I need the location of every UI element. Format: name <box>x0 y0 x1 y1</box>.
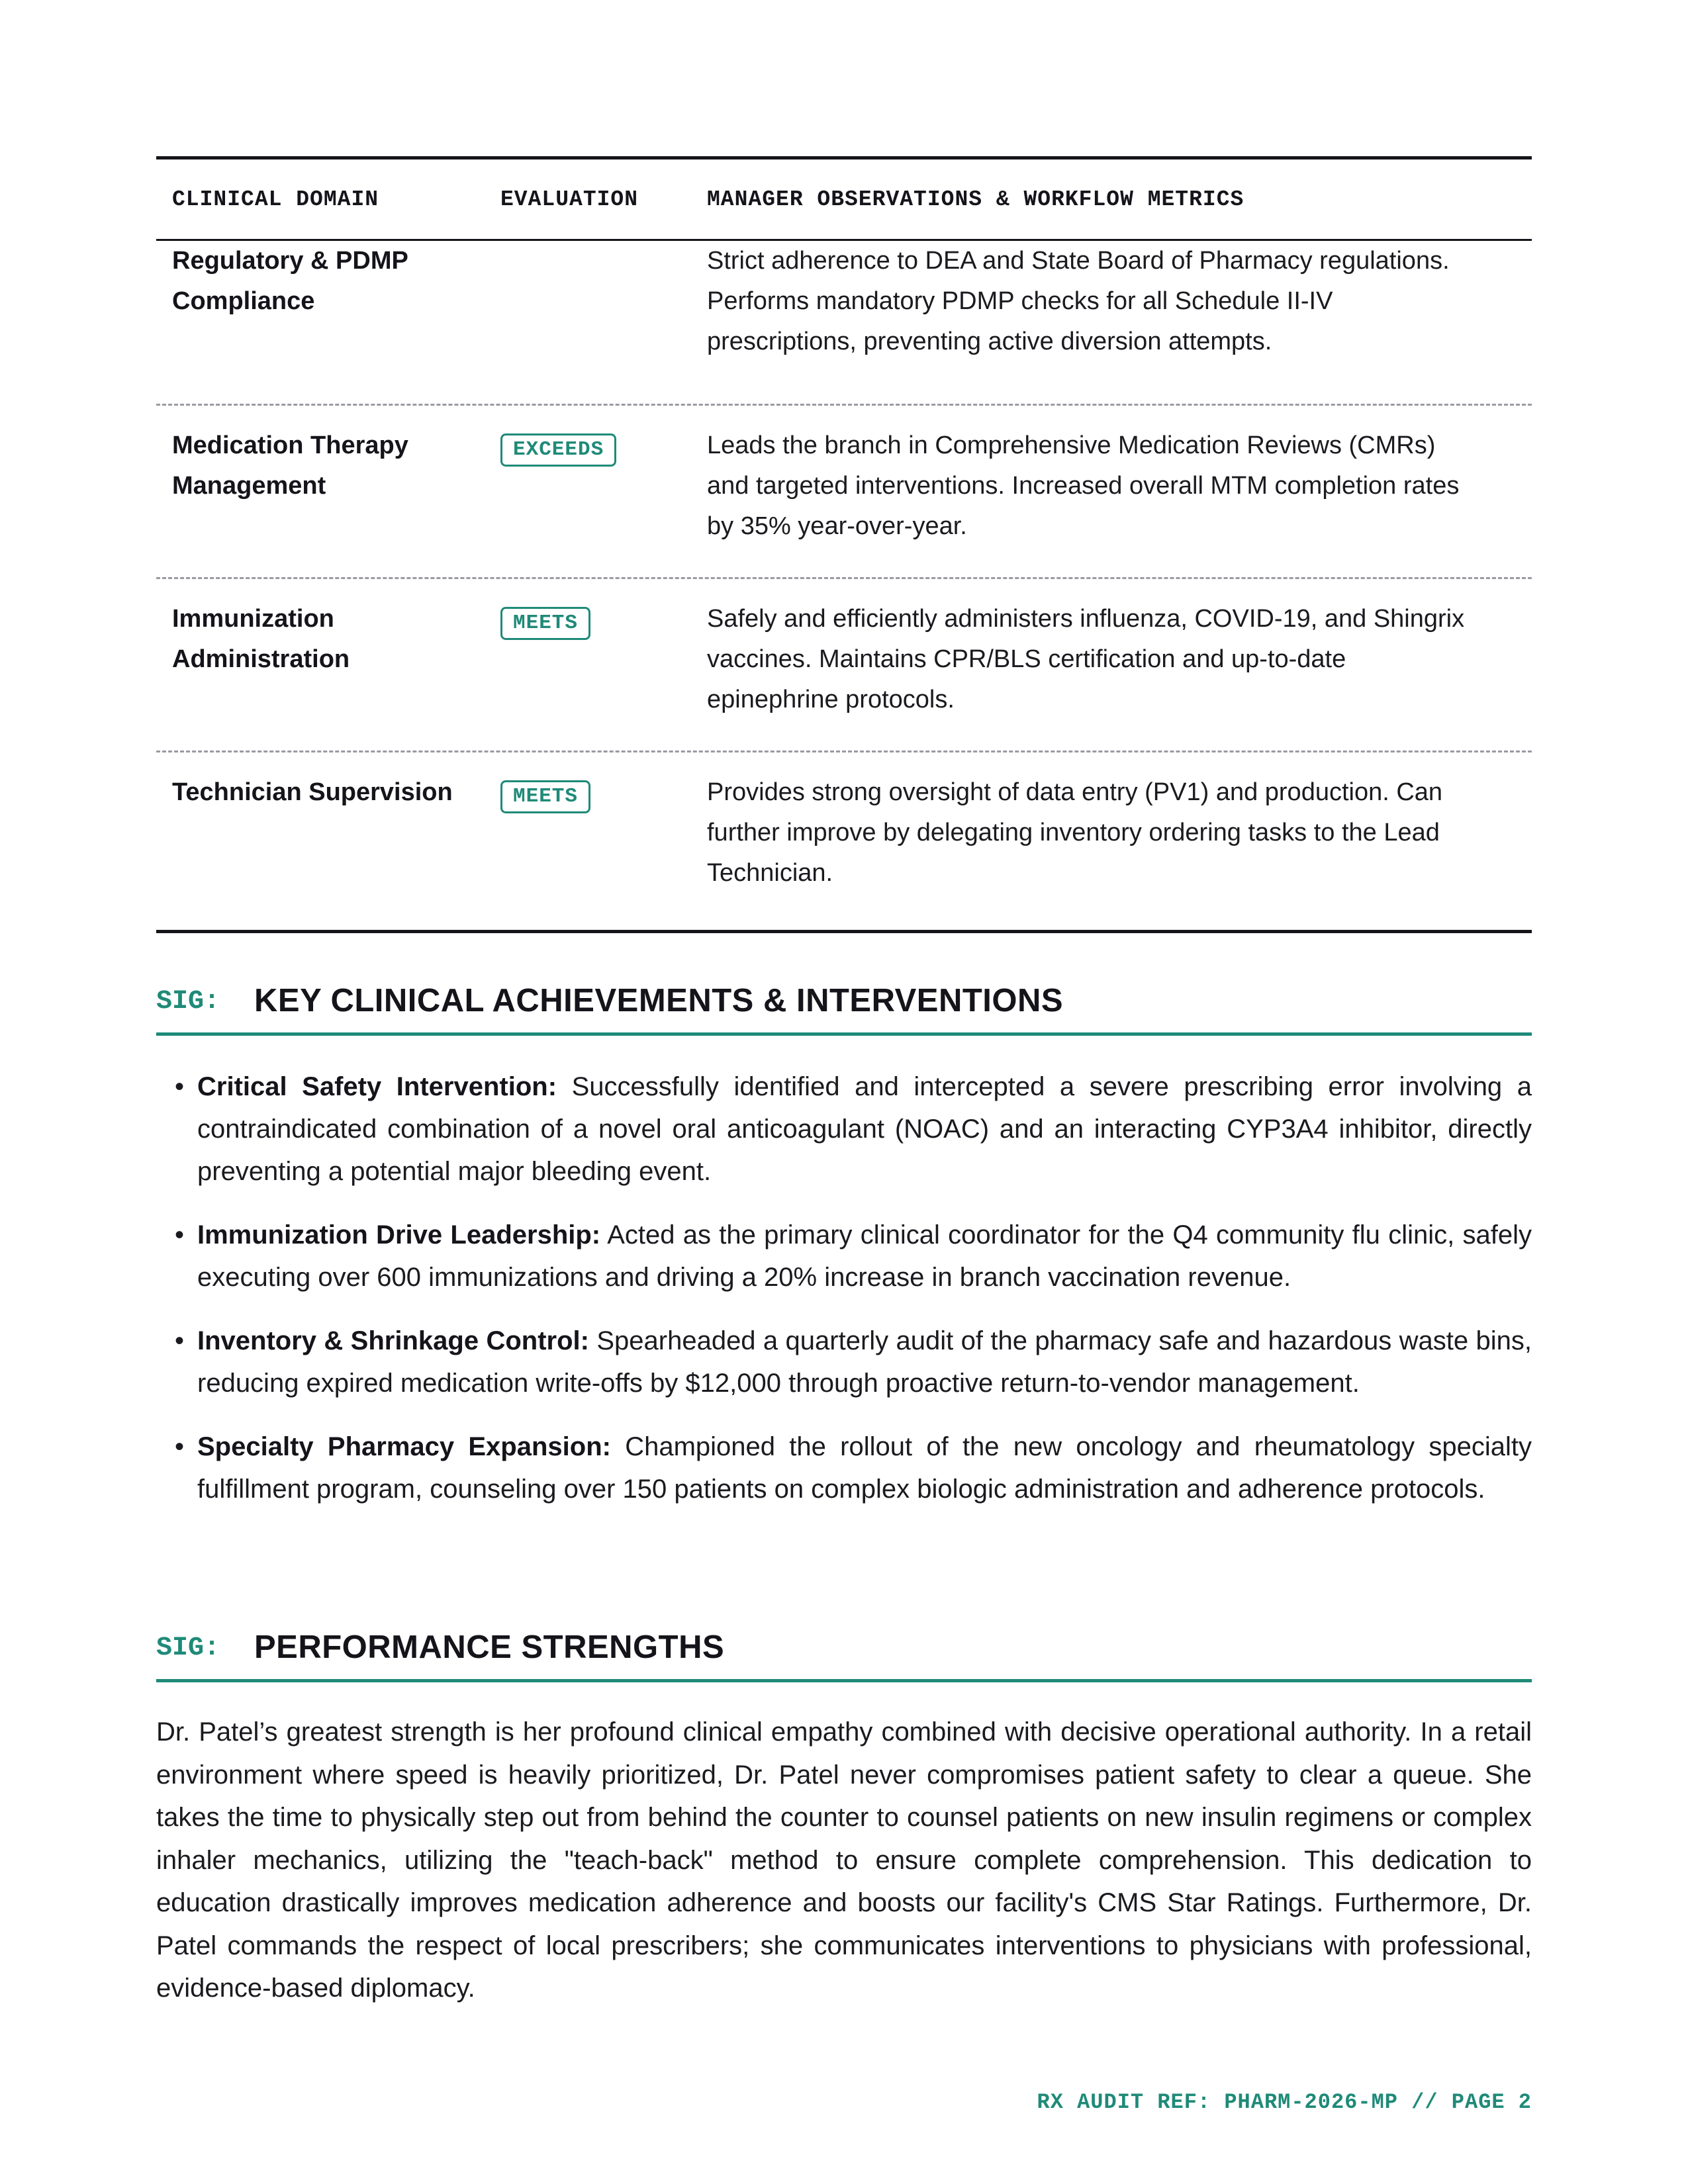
observation-line: vaccines. Maintains CPR/BLS certification and up-to-date <box>707 645 1346 673</box>
observation-line: Performs mandatory PDMP checks for all Schedule II-IV <box>707 287 1333 315</box>
domain-line: Technician Supervision <box>172 778 453 806</box>
achievement-title: Critical Safety Intervention: <box>197 1072 557 1101</box>
achievements-section-header <box>156 976 1532 1036</box>
domain-line: Management <box>172 472 326 500</box>
evaluation-cell <box>500 599 707 751</box>
evaluation-cell <box>500 772 707 930</box>
domain-line: Medication Therapy <box>172 432 408 459</box>
strengths-paragraph: Dr. Patel’s greatest strength is her profound clinical empathy combined with decisive operational authority. In a retail environment where speed is heavily prioritized, Dr. Patel never compromises patient safety to clear a queue. She takes the time to physically step out from behind the counter to counsel patients on new insulin regimens or complex inhaler mechanics, utilizing the "teach-back" method to ensure complete comprehension. This dedication to education drastically improves medication adherence and boosts our facility's CMS Star Ratings. Furthermore, Dr. Patel commands the respect of local prescribers; she communicates interventions to physicians with professional, evidence-based diplomacy. <box>156 1717 1532 2003</box>
observation-line: by 35% year-over-year. <box>707 512 967 540</box>
observation-cell <box>707 772 1532 930</box>
bullet-marker: • <box>175 1220 185 1250</box>
strengths-section-header <box>156 1623 1532 1682</box>
table-row <box>156 406 1532 579</box>
observation-cell <box>707 241 1532 404</box>
achievement-text: Acted as the primary clinical coordinator for the Q4 community flu clinic, safely executing over 600 immunizations and driving a 20% increase in branch vaccination revenue. <box>197 1220 1532 1292</box>
rating-badge-meets: MEETS <box>500 780 590 813</box>
domain-cell <box>156 772 500 930</box>
achievement-text: Championed the rollout of the new oncology and rheumatology specialty fulfillment program, counseling over 150 patients on complex biologic administration and adherence protocols. <box>197 1432 1532 1504</box>
domain-line: Regulatory & PDMP <box>172 247 408 275</box>
achievements-list <box>175 1066 1532 1531</box>
header-observations: MANAGER OBSERVATIONS & WORKFLOW METRICS <box>707 187 1244 212</box>
observation-line: further improve by delegating inventory ordering tasks to the Lead <box>707 819 1440 846</box>
observation-line: epinephrine protocols. <box>707 686 955 713</box>
list-item <box>175 1214 1532 1298</box>
header-evaluation: EVALUATION <box>500 187 639 212</box>
list-item <box>175 1426 1532 1510</box>
domain-cell <box>156 241 500 404</box>
evaluation-table <box>156 156 1532 933</box>
sig-label: SIG: <box>156 987 220 1017</box>
observation-cell <box>707 426 1532 577</box>
bullet-marker: • <box>175 1072 185 1101</box>
page-footer-reference: RX AUDIT REF: PHARM-2026-MP // PAGE 2 <box>1037 2090 1532 2115</box>
table-row <box>156 241 1532 406</box>
header-clinical-domain: CLINICAL DOMAIN <box>172 187 379 212</box>
observation-line: prescriptions, preventing active diversion attempts. <box>707 328 1272 355</box>
observation-line: Strict adherence to DEA and State Board of Pharmacy regulations. <box>707 247 1450 275</box>
table-row <box>156 752 1532 930</box>
achievement-title: Specialty Pharmacy Expansion: <box>197 1432 611 1461</box>
list-item <box>175 1066 1532 1193</box>
observation-line: and targeted interventions. Increased overall MTM completion rates <box>707 472 1460 500</box>
observation-line: Leads the branch in Comprehensive Medication Reviews (CMRs) <box>707 432 1436 459</box>
observation-cell <box>707 599 1532 751</box>
list-item <box>175 1320 1532 1404</box>
evaluation-cell <box>500 426 707 577</box>
rating-badge-meets: MEETS <box>500 607 590 640</box>
section-title: KEY CLINICAL ACHIEVEMENTS & INTERVENTIONS <box>254 983 1064 1019</box>
achievement-title: Immunization Drive Leadership: <box>197 1220 601 1250</box>
achievement-text: Spearheaded a quarterly audit of the pharmacy safe and hazardous waste bins, reducing expired medication write-offs by $12,000 through proactive return-to-vendor management. <box>197 1326 1532 1398</box>
achievement-title: Inventory & Shrinkage Control: <box>197 1326 589 1355</box>
observation-line: Technician. <box>707 859 833 887</box>
achievement-text: Successfully identified and intercepted a severe prescribing error involving a contraindicated combination of a novel oral anticoagulant (NOAC) and an interacting CYP3A4 inhibitor, directly preventing a potential major bleeding event. <box>197 1072 1532 1186</box>
table-header <box>156 159 1532 241</box>
bullet-marker: • <box>175 1432 185 1461</box>
domain-cell <box>156 599 500 751</box>
table-row <box>156 579 1532 752</box>
observation-line: Safely and efficiently administers influenza, COVID-19, and Shingrix <box>707 605 1465 633</box>
bullet-marker: • <box>175 1326 185 1355</box>
section-title: PERFORMANCE STRENGTHS <box>254 1629 725 1665</box>
observation-line: Provides strong oversight of data entry (PV1) and production. Can <box>707 778 1443 806</box>
domain-line: Immunization <box>172 605 334 633</box>
evaluation-cell <box>500 241 707 404</box>
domain-line: Administration <box>172 645 350 673</box>
sig-label: SIG: <box>156 1633 220 1663</box>
domain-cell <box>156 426 500 577</box>
rating-badge-exceeds: EXCEEDS <box>500 433 616 467</box>
domain-line: Compliance <box>172 287 315 315</box>
